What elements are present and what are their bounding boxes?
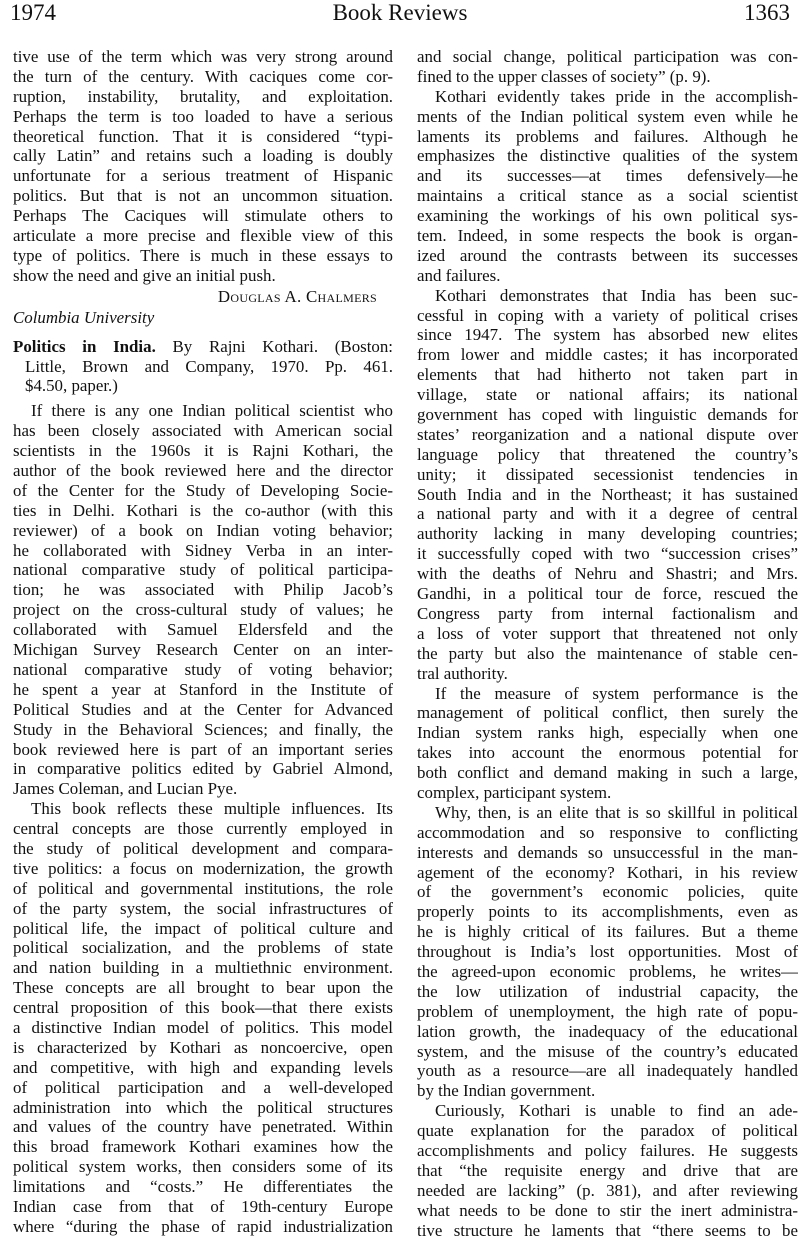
text-line: is characterized by Kothari as noncoercive, open xyxy=(13,1037,393,1057)
paragraph xyxy=(417,684,798,803)
citation-line: Little, Brown and Company, 1970. Pp. 461. xyxy=(25,356,393,376)
paragraph xyxy=(417,1101,798,1240)
text-line: accomplishments and policy failures. He suggests xyxy=(417,1140,798,1160)
text-line: the party but also the maintenance of stable cen- xyxy=(417,643,798,663)
text-line: tive use of the term which was very strong around xyxy=(13,47,393,66)
citation-text: By Rajni Kothari. (Boston: xyxy=(155,336,393,356)
text-line: This book reflects these multiple influences. Its xyxy=(31,799,393,819)
text-line: Perhaps The Caciques will stimulate others to xyxy=(13,206,393,226)
text-line: Curiously, Kothari is unable to find an ade- xyxy=(435,1101,798,1121)
text-line: of the party system, the social infrastructures of xyxy=(13,898,393,918)
text-line: Why, then, is an elite that is so skillful in political xyxy=(435,802,798,822)
text-line: tive politics: a focus on modernization, the growth xyxy=(13,858,393,878)
text-line: government has coped with linguistic demands for xyxy=(417,405,798,425)
text-line: These concepts are all brought to bear upon the xyxy=(13,978,393,998)
paragraph xyxy=(13,47,393,286)
text-line: he spent a year at Stanford in the Institute of xyxy=(13,679,393,699)
page-number: 1363 xyxy=(744,0,790,25)
journal-year: 1974 xyxy=(10,0,56,25)
text-line: national comparative study of voting behavior; xyxy=(13,659,393,679)
text-line: scientists in the 1960s it is Rajni Kothari, the xyxy=(13,441,393,461)
citation-line: $4.50, paper.) xyxy=(25,376,118,396)
text-line: and social change, political participation was con- xyxy=(417,47,798,66)
text-line: political life, the impact of political culture and xyxy=(13,918,393,938)
text-line: examining the workings of his own political sys- xyxy=(417,206,798,226)
text-line: project on the cross-cultural study of values; he xyxy=(13,600,393,620)
text-line: national comparative study of political participa- xyxy=(13,560,393,580)
text-line: If there is any one Indian political scientist who xyxy=(31,401,393,421)
text-line: South India and in the Northeast; it has sustained xyxy=(417,484,798,504)
text-line: Kothari demonstrates that India has been suc- xyxy=(435,285,798,305)
text-line: laments its problems and failures. Although he xyxy=(417,126,798,146)
text-line: and its successes—at times defensively—he xyxy=(417,166,798,186)
text-line: limitations and “costs.” He differentiates the xyxy=(13,1177,393,1197)
text-line: tive structure he laments that “there seems to be xyxy=(417,1220,798,1240)
text-line: from lower and middle castes; it has incorporated xyxy=(417,345,798,365)
text-line: political system works, then considers some of its xyxy=(13,1157,393,1177)
text-line: ties in Delhi. Kothari is the co-author (with this xyxy=(13,500,393,520)
text-line: the low utilization of industrial capacity, the xyxy=(417,981,798,1001)
text-line: Kothari evidently takes pride in the accomplish- xyxy=(435,86,798,106)
text-line: the study of political development and compara- xyxy=(13,838,393,858)
text-line: unfortunate for a serious treatment of Hispanic xyxy=(13,166,393,186)
text-line: tion; he was associated with Philip Jacob’s xyxy=(13,580,393,600)
text-line: the turn of the century. With caciques come cor- xyxy=(13,66,393,86)
paragraph xyxy=(13,799,393,1237)
text-line: tral authority. xyxy=(417,663,508,683)
paragraph xyxy=(417,803,798,1101)
text-line: fined to the upper classes of society” (p. 9). xyxy=(417,66,711,86)
text-line: Indian case from that of 19th-century Europe xyxy=(13,1196,393,1216)
book-citation xyxy=(13,337,393,397)
text-line: throughout is India’s lost opportunities. Most of xyxy=(417,942,798,962)
text-line: reviewer) of a book on Indian voting behavior; xyxy=(13,520,393,540)
text-line: that “the requisite energy and drive that are xyxy=(417,1160,798,1180)
text-line: authority lacking in many developing countries; xyxy=(417,524,798,544)
reviewer-name: Douglas A. Chalmers xyxy=(217,286,377,306)
text-line: Indian system ranks high, especially when one xyxy=(417,723,798,743)
text-line: quate explanation for the paradox of political xyxy=(417,1121,798,1141)
text-line: both conflict and demand making in such a large, xyxy=(417,763,798,783)
text-line: Congress party from internal factionalism and xyxy=(417,603,798,623)
text-line: has been closely associated with American social xyxy=(13,421,393,441)
text-line: of the Center for the Study of Developing Socie- xyxy=(13,480,393,500)
paragraph xyxy=(13,401,393,799)
paragraph xyxy=(417,87,798,286)
text-line: where “during the phase of rapid industrialization xyxy=(13,1216,393,1236)
text-line: system, and the misuse of the country’s educated xyxy=(417,1041,798,1061)
text-line: and nation building in a multiethnic environment. xyxy=(13,958,393,978)
text-line: show the need and give an initial push. xyxy=(13,265,276,285)
right-column xyxy=(417,47,798,1240)
text-line: and competitive, with high and expanding levels xyxy=(13,1057,393,1077)
text-line: of political and governmental institutions, the role xyxy=(13,878,393,898)
text-line: by the Indian government. xyxy=(417,1081,596,1101)
text-line: what needs to be done to stir the inert administra- xyxy=(417,1200,798,1220)
text-line: cessful in coping with a variety of political crises xyxy=(417,305,798,325)
text-line: takes into account the enormous potential for xyxy=(417,743,798,763)
text-line: a distinctive Indian model of politics. This model xyxy=(13,1017,393,1037)
section-title: Book Reviews xyxy=(332,0,468,25)
text-line: he collaborated with Sidney Verba in an inter- xyxy=(13,540,393,560)
text-line: this broad framework Kothari examines how the xyxy=(13,1137,393,1157)
text-line: elements that had hitherto not taken part in xyxy=(417,365,798,385)
text-line: type of politics. There is much in these essays to xyxy=(13,245,393,265)
text-line: political socialization, and the problems of state xyxy=(13,938,393,958)
reviewer-affiliation: Columbia University xyxy=(13,307,155,327)
text-line: a loss of voter support that threatened not only xyxy=(417,623,798,643)
text-line: language policy that threatened the country’s xyxy=(417,444,798,464)
text-line: emphasizes the distinctive qualities of the system xyxy=(417,146,798,166)
text-line: of the government’s economic policies, quite xyxy=(417,882,798,902)
text-line: ized around the contrasts between its successes xyxy=(417,245,798,265)
text-line: theoretical function. That it is considered “typi- xyxy=(13,126,393,146)
text-line: author of the book reviewed here and the director xyxy=(13,461,393,481)
text-line: agement of the economy? Kothari, in his review xyxy=(417,862,798,882)
text-line: tem. Indeed, in some respects the book is organ- xyxy=(417,226,798,246)
text-line: village, state or national affairs; its national xyxy=(417,385,798,405)
text-line: lation growth, the inadequacy of the educational xyxy=(417,1021,798,1041)
text-line: states’ reorganization and a national dispute over xyxy=(417,424,798,444)
text-line: properly points to its accomplishments, even as xyxy=(417,902,798,922)
citation-line xyxy=(13,337,393,357)
text-line: and failures. xyxy=(417,265,501,285)
paragraph xyxy=(417,47,798,87)
text-line: cally Latin” and retains such a loading is doubly xyxy=(13,146,393,166)
text-line: he is highly critical of its failures. But a theme xyxy=(417,922,798,942)
text-line: and values of the country have penetrated. Within xyxy=(13,1117,393,1137)
text-line: ments of the Indian political system even while he xyxy=(417,106,798,126)
text-line: Study in the Behavioral Sciences; and finally, the xyxy=(13,719,393,739)
text-line: book reviewed here is part of an important series xyxy=(13,739,393,759)
text-line: Political Studies and at the Center for Advanced xyxy=(13,699,393,719)
text-line: politics. But that is not an uncommon situation. xyxy=(13,186,393,206)
text-line: youth as a resource—are all inadequately handled xyxy=(417,1061,798,1081)
text-line: it successfully coped with two “succession crises” xyxy=(417,544,798,564)
text-line: articulate a more precise and flexible view of this xyxy=(13,226,393,246)
text-line: the agreed-upon economic problems, he writes— xyxy=(417,961,798,981)
text-line: interests and demands so unsuccessful in the man- xyxy=(417,842,798,862)
text-line: Perhaps the term is too loaded to have a serious xyxy=(13,106,393,126)
paragraph xyxy=(417,286,798,684)
text-line: management of political conflict, then surely the xyxy=(417,703,798,723)
left-column xyxy=(13,47,393,1237)
text-line: central proposition of this book—that there exists xyxy=(13,998,393,1018)
text-line: accommodation and so responsive to conflicting xyxy=(417,822,798,842)
text-line: Michigan Survey Research Center on an inter- xyxy=(13,640,393,660)
text-line: unity; it dissipated secessionist tendencies in xyxy=(417,464,798,484)
text-line: problem of unemployment, the high rate of popu- xyxy=(417,1001,798,1021)
book-title: Politics in India. xyxy=(13,336,156,356)
text-line: complex, participant system. xyxy=(417,782,612,802)
text-line: central concepts are those currently employed in xyxy=(13,819,393,839)
text-line: with the deaths of Nehru and Shastri; and Mrs. xyxy=(417,564,798,584)
running-header xyxy=(0,0,800,30)
text-line: maintains a critical stance as a social scientist xyxy=(417,186,798,206)
text-line: of political participation and a well-developed xyxy=(13,1077,393,1097)
text-line: Gandhi, in a political tour de force, rescued the xyxy=(417,584,798,604)
text-line: administration into which the political structures xyxy=(13,1097,393,1117)
text-line: in comparative politics edited by Gabriel Almond, xyxy=(13,759,393,779)
text-line: needed are lacking” (p. 381), and after reviewing xyxy=(417,1180,798,1200)
text-line: a national party and with it a degree of central xyxy=(417,504,798,524)
text-line: ruption, instability, brutality, and exploitation. xyxy=(13,86,393,106)
text-line: collaborated with Samuel Eldersfeld and the xyxy=(13,620,393,640)
text-line: If the measure of system performance is the xyxy=(435,683,798,703)
text-line: since 1947. The system has absorbed new elites xyxy=(417,325,798,345)
text-line: James Coleman, and Lucian Pye. xyxy=(13,779,238,799)
